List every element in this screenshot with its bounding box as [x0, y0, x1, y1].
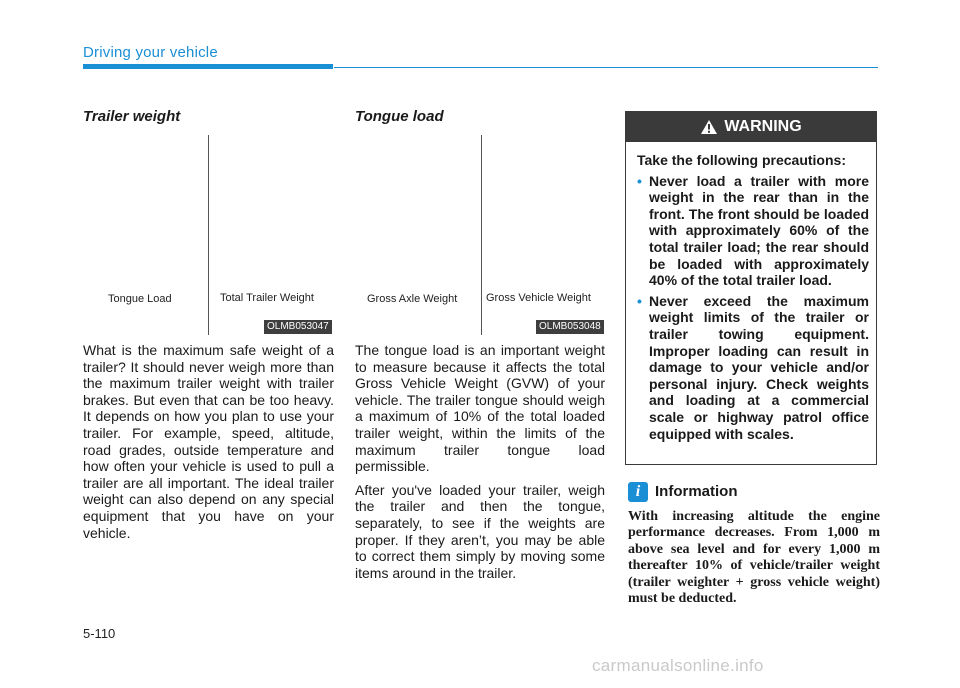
warning-item-text: Never load a trailer with more weight in the rear than in the front. The front should be loaded with approximately 60% of the total trailer load; the rear should be loaded with approximately 40% of the total trailer load. [649, 172, 869, 289]
warning-item [637, 173, 869, 289]
trailer-weight-heading: Trailer weight [83, 108, 181, 125]
warning-title: WARNING [724, 118, 802, 135]
tongue-load-text-1: The tongue load is an important weight to measure because it affects the total Gross Vehicle Weight (GVW) of your vehicle. The trailer tongue should weigh a maximum of 10% of the total loaded trailer weight, within the limits of the maximum trailer tongue load permissible. [355, 342, 605, 475]
information-text: With increasing altitude the engine performance decreases. From 1,000 m above sea level and for every 1,000 m thereafter 10% of vehicle/trailer weight (trailer weighter + gross vehicle weight) must be deducted. [628, 509, 880, 607]
warning-triangle-icon [700, 119, 718, 135]
trailer-weight-paragraph [83, 342, 334, 548]
tongue-load-text-2: After you've loaded your trailer, weigh the trailer and then the tongue, separately, to see if the weights are proper. If they aren’t, you may be able to correct them simply by moving some items around in the trailer. [355, 481, 605, 581]
header-rule-thin [334, 67, 878, 68]
trailer-weight-text: What is the maximum safe weight of a trailer? It should never weigh more than the maximum trailer weight with trailer brakes. But even that can be too heavy. It depends on how you plan to use your trailer. For example, speed, altitude, road grades, outside temperature and how often your vehicle is used to pull a trailer are all important. The ideal trailer weight can also depend on any special equipment that you have on your vehicle. [83, 342, 334, 541]
header-rule-thick [83, 64, 333, 69]
figure-label-gross-axle-weight: Gross Axle Weight [367, 293, 458, 305]
warning-item [637, 293, 869, 442]
bullet-icon: • [637, 172, 642, 189]
figure-divider [481, 135, 482, 335]
tongue-load-paragraphs [355, 342, 605, 588]
warning-list [637, 173, 869, 443]
warning-body [637, 152, 869, 446]
section-title: Driving your vehicle [83, 44, 218, 61]
warning-item-text: Never exceed the maximum weight limits of the trailer or trailer towing equipment. Improper loading can result in damage to your vehicle and/or personal injury. Check weights and loading at a commercial scale or highway patrol office equipped with scales. [649, 292, 869, 442]
figure-label-gross-vehicle-weight: Gross Vehicle Weight [486, 292, 591, 304]
tongue-load-figure [355, 135, 609, 335]
trailer-weight-figure [83, 135, 337, 335]
tongue-load-heading: Tongue load [355, 108, 444, 125]
figure-code: OLMB053047 [264, 320, 332, 334]
page-number: 5-110 [83, 626, 116, 641]
watermark: carmanualsonline.info [592, 656, 764, 675]
warning-header [626, 112, 876, 142]
figure-code: OLMB053048 [536, 320, 604, 334]
figure-divider [208, 135, 209, 335]
figure-label-tongue-load: Tongue Load [108, 293, 172, 305]
information-title: Information [655, 483, 738, 500]
figure-label-total-trailer-weight: Total Trailer Weight [220, 292, 314, 304]
bullet-icon: • [637, 292, 642, 309]
warning-box [625, 111, 877, 465]
warning-intro: Take the following precautions: [637, 152, 846, 168]
info-icon: i [628, 482, 648, 502]
